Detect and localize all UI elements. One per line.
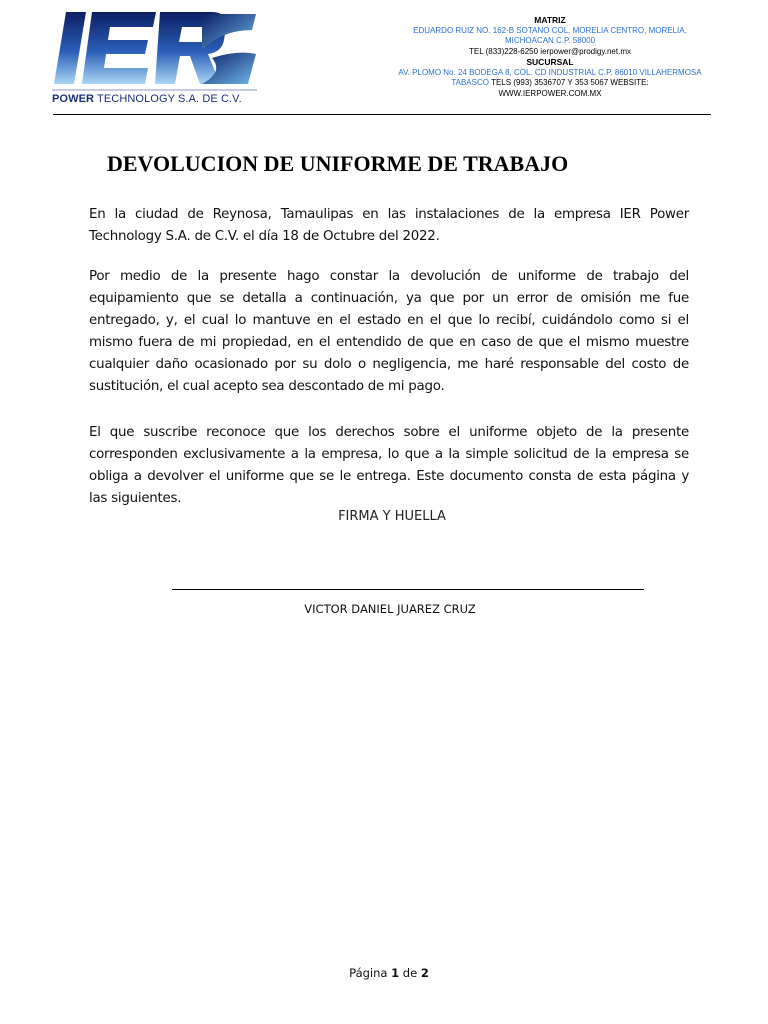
logo-subtitle (52, 93, 257, 105)
signer-name: VICTOR DANIEL JUAREZ CRUZ (304, 602, 476, 616)
matriz-address-line-1: EDUARDO RUIZ NO. 162-B SOTANO COL. MORELIA CENTRO, MORELIA, (413, 25, 687, 35)
matriz-telephone: TEL (833)228-6250 ierpower@prodigy.net.mx (469, 46, 631, 56)
page-number: 1 (391, 966, 400, 980)
sucursal-address-line-1: AV. PLOMO No. 24 BODEGA 8, COL. CD INDUSTRIAL C.P. 86010 VILLAHERMOSA (398, 67, 702, 77)
signature-line (172, 589, 644, 590)
sucursal-telephones: TELS (993) 3536707 Y 353 5067 WEBSITE: (488, 78, 649, 87)
of-word: de (402, 966, 418, 980)
matriz-label: MATRIZ (534, 15, 566, 25)
paragraph-declaration: Por medio de la presente hago constar la devolución de uniforme de trabajo del equipamiento que se detalla a continuación, ya que por un error de omisión me fue entregado, y, el cual lo mantuve en el estado en el que lo recibí, cuidándolo como si el mismo fuera de mi propiedad, en el entendido de que en caso de que el mismo muestre cualquier daño ocasionado por su dolo o negligencia, me haré responsable del costo de sustitución, el cual acepto sea descontado de mi pago. (89, 269, 689, 394)
header-divider (53, 114, 711, 115)
page-word: Página (349, 966, 388, 980)
ier-logo-mark (52, 10, 257, 94)
page-total: 2 (420, 966, 429, 980)
sucursal-state: TABASCO (451, 78, 489, 87)
website: WWW.IERPOWER.COM.MX (498, 88, 602, 98)
document-title: DEVOLUCION DE UNIFORME DE TRABAJO (107, 151, 569, 176)
sucursal-label: SUCURSAL (526, 57, 574, 67)
sucursal-address-line-2 (395, 78, 705, 89)
page-footer (0, 966, 768, 980)
matriz-address-line-2: MICHOACAN C.P. 58000 (504, 36, 596, 45)
company-logo (52, 10, 257, 108)
logo-subtitle-bold: POWER (52, 93, 95, 105)
signature-caption: FIRMA Y HUELLA (338, 509, 446, 524)
paragraph-location-date: En la ciudad de Reynosa, Tamaulipas en las instalaciones de la empresa IER Power Technology S.A. de C.V. el día 18 de Octubre del 2022. (89, 207, 689, 244)
company-address-block (395, 15, 705, 99)
logo-subtitle-rest: TECHNOLOGY S.A. DE C.V. (94, 93, 242, 105)
paragraph-rights: El que suscribe reconoce que los derechos sobre el uniforme objeto de la presente corresponden exclusivamente a la empresa, lo que a la simple solicitud de la empresa se obliga a devolver el uniforme que se le entrega. Este documento consta de esta página y las siguientes. (89, 425, 689, 506)
